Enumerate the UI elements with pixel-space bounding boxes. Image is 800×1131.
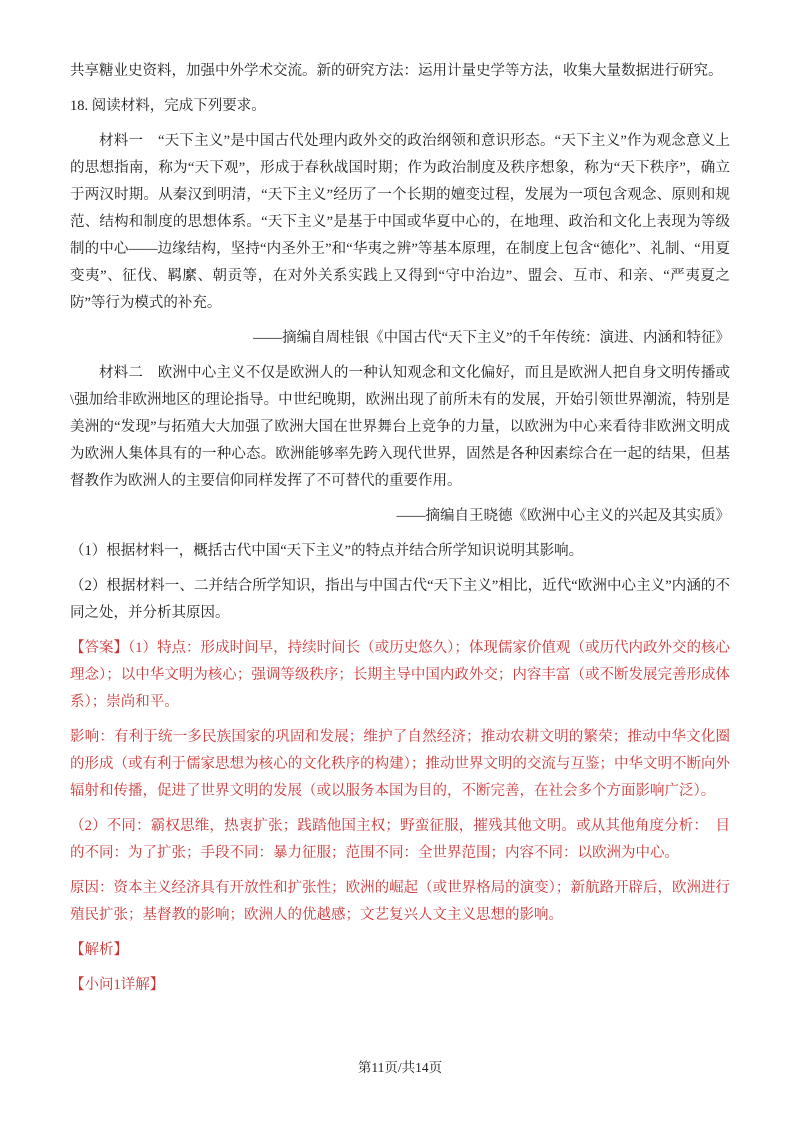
answer-part2-reasons: 原因：资本主义经济具有开放性和扩张性；欧洲的崛起（或世界格局的演变）；新航路开辟后，欧洲进行殖民扩张；基督教的影响；欧洲人的优越感；文艺复兴人文主义思想的影响。: [70, 880, 730, 923]
answer-part1-impact: 影响：有利于统一多民族国家的巩固和发展；维护了自然经济；推动农耕文明的繁荣；推动中华文化圈的形成（或有利于儒家思想为核心的文化秩序的构建）；推动世界文明的交流与互鉴；中华文明不断向外辐射和传播，促进了世界文明的发展（或以服务本国为目的，不断完善，在社会多个方面影响广泛）。: [70, 729, 730, 799]
material-1-text: 材料一 “天下主义”是中国古代处理内政外交的政治纲领和意识形态。“天下主义”作为观念意义上的思想指南，称为“天下观”，形成于春秋战国时期；作为政治制度及秩序想象，称为“天下秩序”，确立于两汉时期。从秦汉到明清，“天下主义”经历了一个长期的嬗变过程，发展为一项包含观念、原则和规范、结构和制度的思想体系。“天下主义”是基于中国或华夏中心的，在地理、政治和文化上表现为等级制的中心——边缘结构，坚持“内圣外王”和“华夷之辨”等基本原理，在制度上包含“德化”、礼制、“用夏变夷”、征伐、羁縻、朝贡等，在对外关系实践上又得到“守中治边”、盟会、互市、和亲、“严夷夏之防”等行为模式的补充。: [70, 133, 730, 311]
intro-paragraph: 共享糖业史资料，加强中外学术交流。新的研究方法：运用计量史学等方法，收集大量数据进行研究。: [70, 63, 723, 79]
page-footer: 第11页/共14页: [357, 1060, 443, 1075]
answer-part1-features: 【答案】（1）特点：形成时间早，持续时间长（或历史悠久）；体现儒家价值观（或历代内政外交的核心理念）；以中华文明为核心；强调等级秩序；长期主导中国内政外交；内容丰富（或不断发展完善形成体系）；崇尚和平。: [70, 640, 730, 710]
sub-question-2: （2）根据材料一、二并结合所学知识，指出与中国古代“天下主义”相比，近代“欧洲中心主义”内涵的不同之处，并分析其原因。: [70, 578, 730, 621]
analysis-label: 【解析】: [70, 942, 128, 958]
sub-question-1: （1）根据材料一，概括古代中国“天下主义”的特点并结合所学知识说明其影响。: [70, 543, 584, 559]
question-18-stem: 18. 阅读材料，完成下列要求。: [70, 98, 266, 114]
sub-question-1-analysis-label: 【小问1详解】: [70, 977, 165, 993]
answer-part2-differences: （2）不同：霸权思维，热衷扩张；践踏他国主权；野蛮征服，摧残其他文明。或从其他角度分析： 目的不同：为了扩张；手段不同：暴力征服；范围不同：全世界范围；内容不同：以欧洲为中心。: [70, 818, 730, 861]
material-2-source: ——摘编自王晓德《欧洲中心主义的兴起及其实质》: [396, 508, 730, 524]
material-2-text: 材料二 欧洲中心主义不仅是欧洲人的一种认知观念和文化偏好，而且是欧洲人把自身文明传播或\强加给非欧洲地区的理论指导。中世纪晚期，欧洲出现了前所未有的发展，开始引领世界潮流，特别是美洲的“发现”与拓殖大大加强了欧洲大国在世界舞台上竞争的力量，以欧洲为中心来看待非欧洲文明成为欧洲人集体具有的一种心态。欧洲能够率先跨入现代世界，固然是各种因素综合在一起的结果，但基督教作为欧洲人的主要信仰同样发挥了不可替代的重要作用。: [70, 365, 730, 489]
material-1-source: ——摘编自周桂银《中国古代“天下主义”的千年传统：演进、内涵和特征》: [253, 330, 730, 346]
